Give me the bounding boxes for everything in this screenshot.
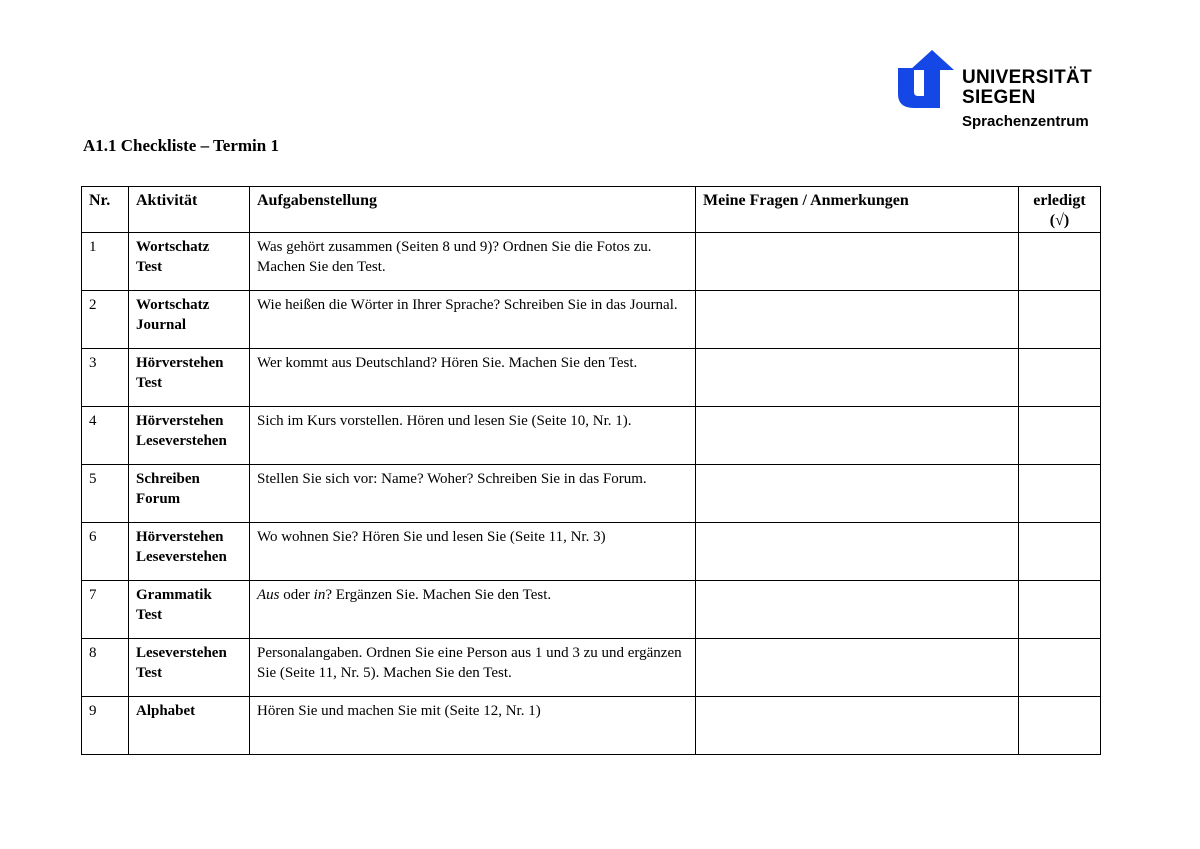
row-task: Stellen Sie sich vor: Name? Woher? Schreiben Sie in das Forum.	[250, 465, 696, 523]
row-task: Wie heißen die Wörter in Ihrer Sprache? Schreiben Sie in das Journal.	[250, 291, 696, 349]
row-done-cell[interactable]	[1019, 639, 1101, 697]
checklist-table	[81, 186, 1101, 755]
row-questions-cell[interactable]	[696, 291, 1019, 349]
row-questions-cell[interactable]	[696, 349, 1019, 407]
table-row	[82, 233, 1101, 291]
row-task: Wer kommt aus Deutschland? Hören Sie. Machen Sie den Test.	[250, 349, 696, 407]
row-task: Personalangaben. Ordnen Sie eine Person aus 1 und 3 zu und ergänzen Sie (Seite 11, Nr. 5). Machen Sie den Test.	[250, 639, 696, 697]
logo-university-text: UNIVERSITÄT	[962, 67, 1092, 88]
row-questions-cell[interactable]	[696, 639, 1019, 697]
row-done-cell[interactable]	[1019, 407, 1101, 465]
header-questions: Meine Fragen / Anmerkungen	[696, 187, 1019, 233]
row-nr: 8	[82, 639, 129, 697]
row-activity: Grammatik Test	[129, 581, 250, 639]
row-task-italic-aus: Aus	[257, 587, 280, 603]
table-row	[82, 581, 1101, 639]
row-questions-cell[interactable]	[696, 407, 1019, 465]
row-nr: 2	[82, 291, 129, 349]
row-task: Was gehört zusammen (Seiten 8 und 9)? Ordnen Sie die Fotos zu. Machen Sie den Test.	[250, 233, 696, 291]
row-task	[250, 581, 696, 639]
row-task: Wo wohnen Sie? Hören Sie und lesen Sie (Seite 11, Nr. 3)	[250, 523, 696, 581]
row-nr: 3	[82, 349, 129, 407]
table-row	[82, 697, 1101, 755]
row-done-cell[interactable]	[1019, 349, 1101, 407]
row-activity: Leseverstehen Test	[129, 639, 250, 697]
logo-city-text: SIEGEN	[962, 87, 1036, 108]
row-nr: 5	[82, 465, 129, 523]
header-activity: Aktivität	[129, 187, 250, 233]
header-nr: Nr.	[82, 187, 129, 233]
university-emblem-icon	[896, 50, 956, 110]
row-questions-cell[interactable]	[696, 697, 1019, 755]
row-nr: 7	[82, 581, 129, 639]
table-row	[82, 465, 1101, 523]
row-activity: Hörverstehen Leseverstehen	[129, 523, 250, 581]
row-activity: Schreiben Forum	[129, 465, 250, 523]
row-done-cell[interactable]	[1019, 233, 1101, 291]
row-activity: Hörverstehen Leseverstehen	[129, 407, 250, 465]
table-row	[82, 523, 1101, 581]
row-questions-cell[interactable]	[696, 465, 1019, 523]
row-nr: 1	[82, 233, 129, 291]
header-done-label: erledigt	[1033, 192, 1086, 209]
row-nr: 4	[82, 407, 129, 465]
table-header-row	[82, 187, 1101, 233]
header-done	[1019, 187, 1101, 233]
table-row	[82, 291, 1101, 349]
row-activity: Wortschatz Journal	[129, 291, 250, 349]
page-title: A1.1 Checkliste – Termin 1	[83, 136, 279, 155]
table-row	[82, 349, 1101, 407]
row-task-rest: ? Ergänzen Sie. Machen Sie den Test.	[325, 587, 552, 603]
row-done-cell[interactable]	[1019, 523, 1101, 581]
row-done-cell[interactable]	[1019, 581, 1101, 639]
row-activity: Alphabet	[129, 697, 250, 755]
row-questions-cell[interactable]	[696, 523, 1019, 581]
row-task-mid: oder	[279, 587, 314, 603]
row-task-italic-in: in	[313, 587, 326, 603]
row-done-cell[interactable]	[1019, 697, 1101, 755]
row-done-cell[interactable]	[1019, 291, 1101, 349]
row-done-cell[interactable]	[1019, 465, 1101, 523]
row-questions-cell[interactable]	[696, 233, 1019, 291]
row-questions-cell[interactable]	[696, 581, 1019, 639]
row-task: Hören Sie und machen Sie mit (Seite 12, Nr. 1)	[250, 697, 696, 755]
row-activity: Hörverstehen Test	[129, 349, 250, 407]
table-row	[82, 407, 1101, 465]
header-done-mark: (√)	[1049, 212, 1070, 229]
logo-subtitle: Sprachenzentrum	[962, 113, 1089, 130]
row-task: Sich im Kurs vorstellen. Hören und lesen Sie (Seite 10, Nr. 1).	[250, 407, 696, 465]
header-task: Aufgabenstellung	[250, 187, 696, 233]
row-nr: 9	[82, 697, 129, 755]
university-logo	[896, 50, 1106, 134]
table-row	[82, 639, 1101, 697]
row-nr: 6	[82, 523, 129, 581]
row-activity: Wortschatz Test	[129, 233, 250, 291]
